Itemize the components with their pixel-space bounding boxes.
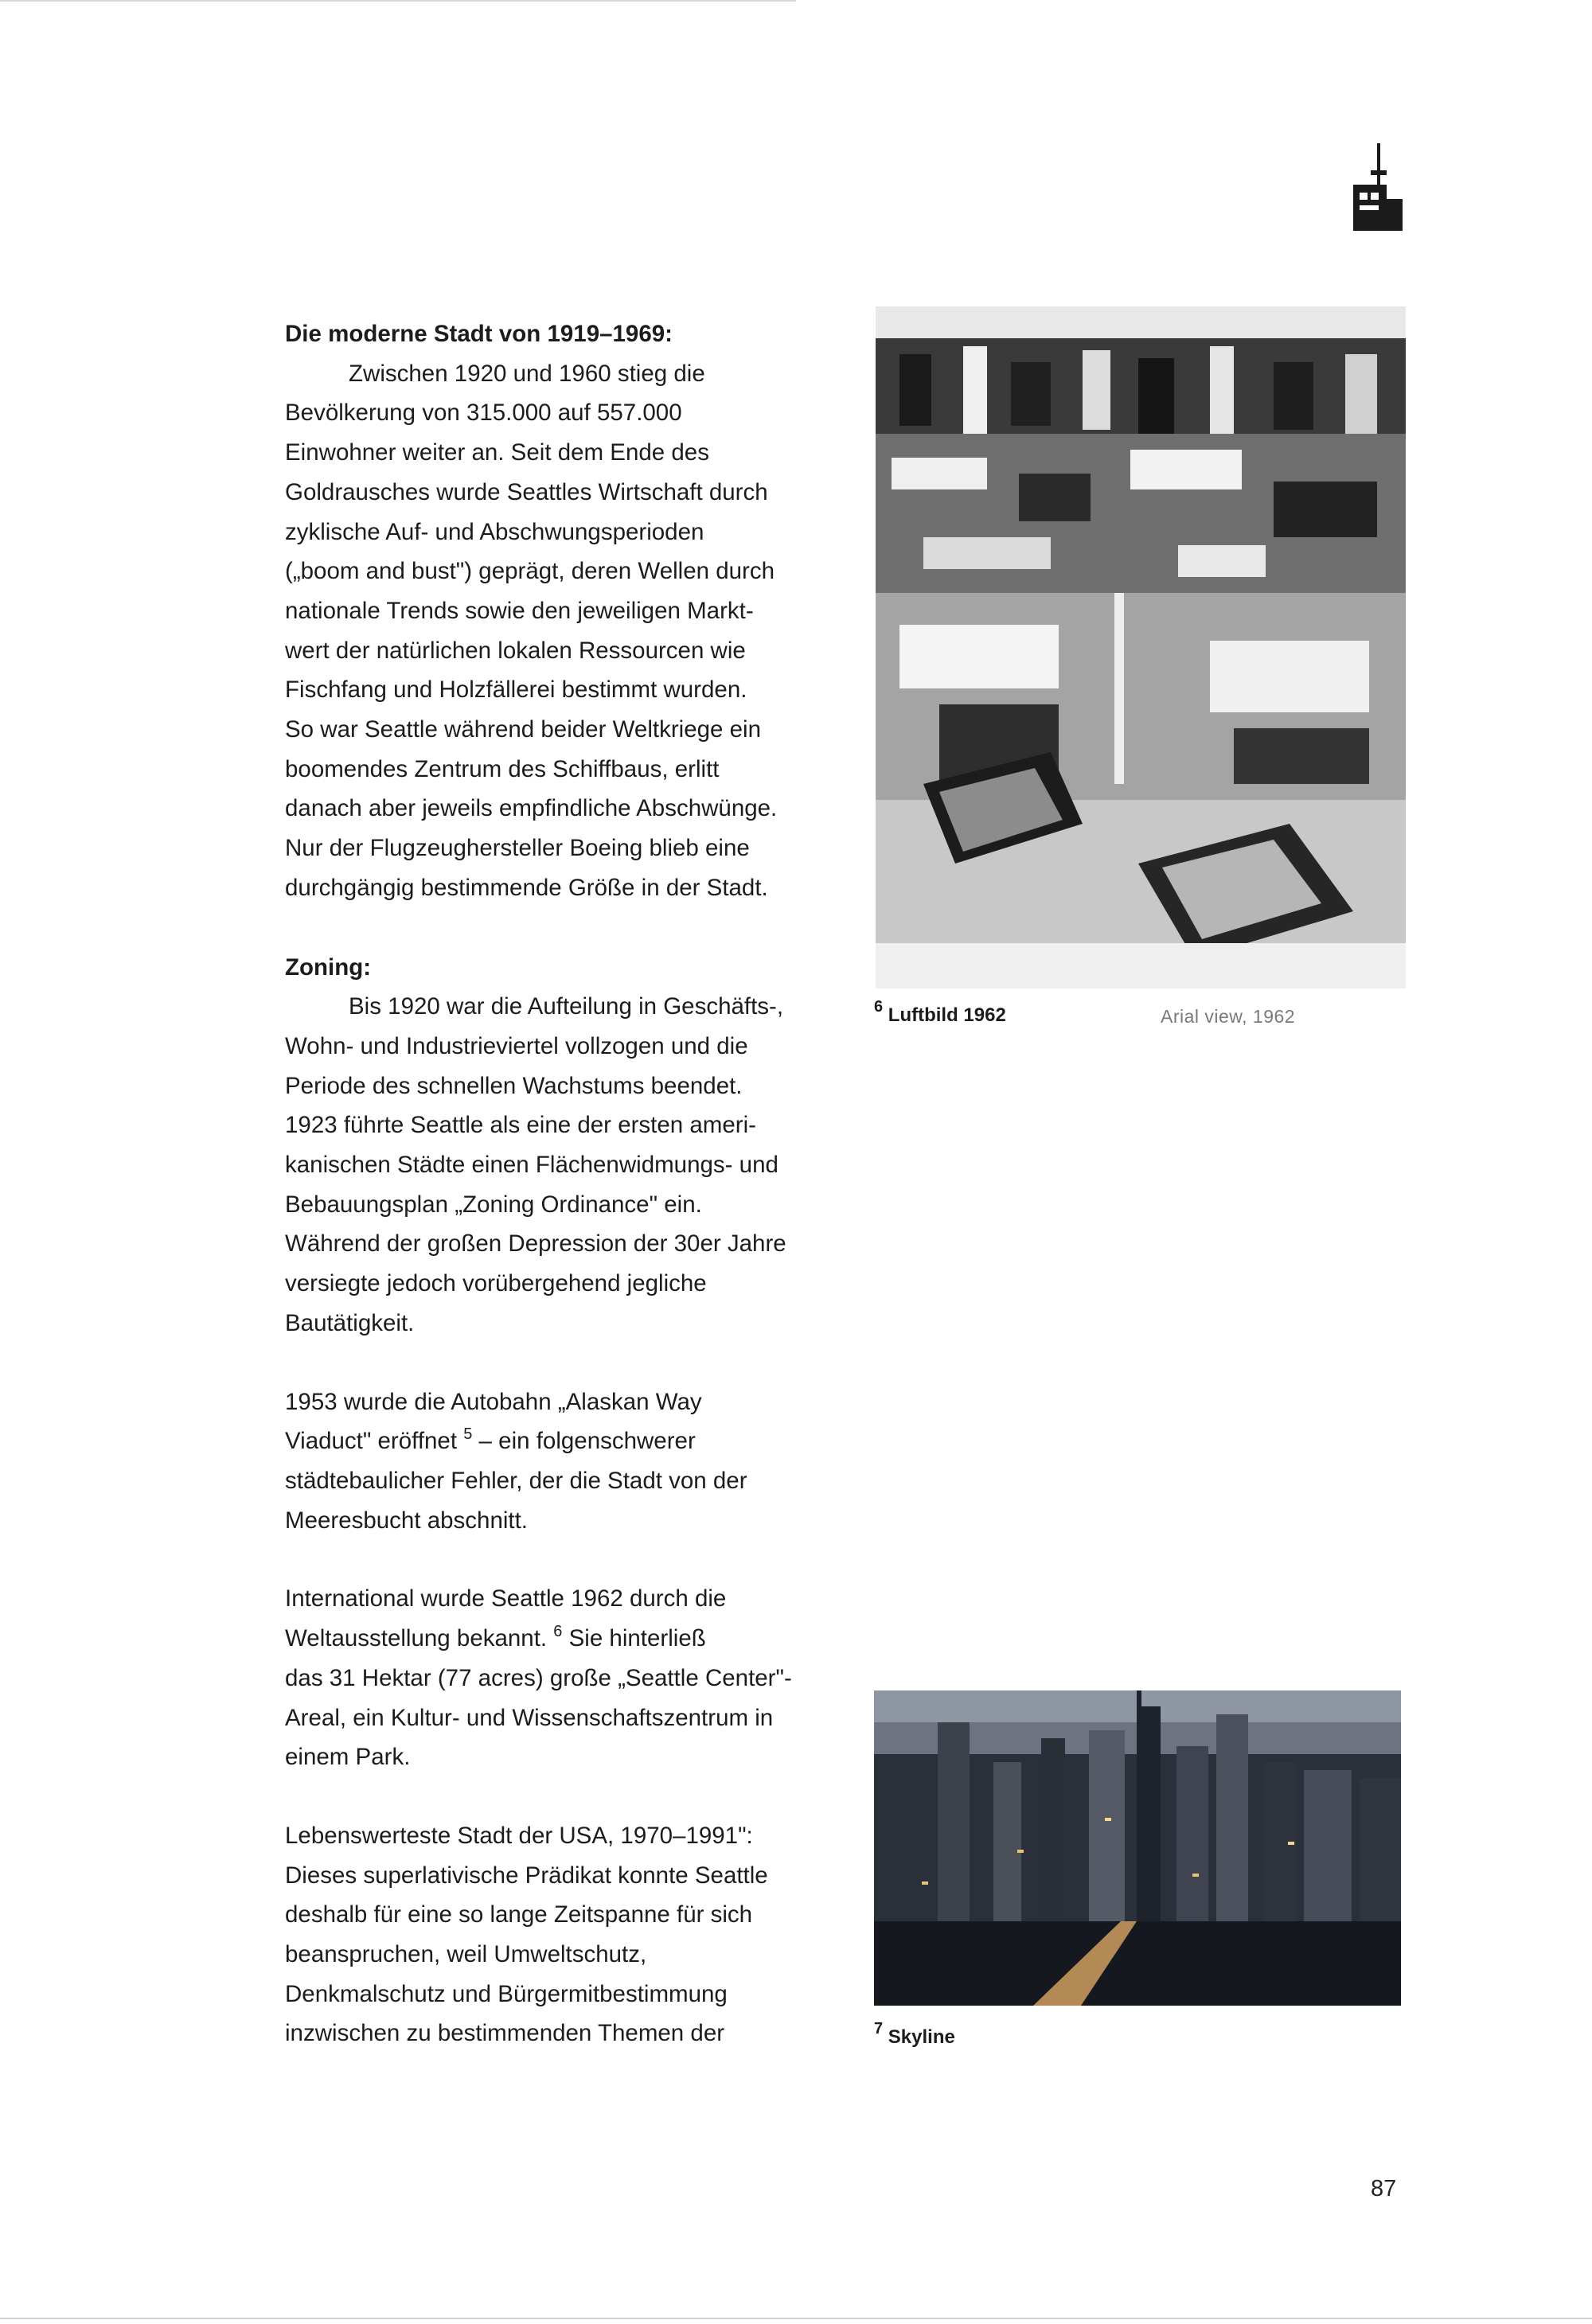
tower-logo-icon — [1353, 143, 1409, 231]
text-line: versiegte jedoch vorübergehend jegliche — [285, 1270, 707, 1297]
section-heading-modern-city: Die moderne Stadt von 1919–1969: — [285, 321, 673, 347]
text-line: Denkmalschutz und Bürgermitbestimmung — [285, 1980, 728, 2007]
text-line: das 31 Hektar (77 acres) große „Seattle Center"- — [285, 1664, 792, 1691]
text-line: Während der großen Depression der 30er Jahre — [285, 1230, 786, 1258]
figure-reference-5: 5 — [463, 1425, 473, 1444]
text-line: einem Park. — [285, 1744, 411, 1771]
text-span: Weltausstellung bekannt. — [285, 1625, 554, 1652]
text-span: Sie hinterließ — [562, 1625, 706, 1652]
paragraph-gap — [285, 1777, 826, 1816]
text-line: nationale Trends sowie den jeweiligen Markt- — [285, 597, 754, 624]
text-line: International wurde Seattle 1962 durch die — [285, 1585, 727, 1612]
top-rule — [0, 0, 796, 2]
text-line: Bautätigkeit. — [285, 1309, 415, 1336]
skyline-photo — [874, 1690, 1401, 2006]
text-line: kanischen Städte einen Flächenwidmungs- und — [285, 1152, 778, 1179]
section-heading-zoning: Zoning: — [285, 953, 372, 981]
text-span: – ein folgenschwerer — [472, 1428, 696, 1455]
text-line — [285, 1619, 826, 1659]
text-line: wert der natürlichen lokalen Ressourcen wie — [285, 637, 746, 664]
text-line: Wohn- und Industrieviertel vollzogen und die — [285, 1032, 748, 1059]
text-line: Nur der Flugzeughersteller Boeing blieb eine — [285, 835, 750, 862]
text-line: Einwohner weiter an. Seit dem Ende des — [285, 439, 709, 466]
text-line: Zwischen 1920 und 1960 stieg die — [349, 360, 705, 387]
text-line: Goldrausches wurde Seattles Wirtschaft durch — [285, 478, 768, 505]
text-line: Meeresbucht abschnitt. — [285, 1507, 528, 1534]
text-line: Bis 1920 war die Aufteilung in Geschäfts-, — [349, 993, 784, 1020]
main-text-column — [285, 314, 826, 2053]
page-number: 87 — [1371, 2176, 1397, 2201]
text-line: Periode des schnellen Wachstums beendet. — [285, 1072, 743, 1099]
bottom-rule — [0, 2318, 1592, 2319]
text-line: durchgängig bestimmende Größe in der Stadt. — [285, 874, 768, 901]
text-line: Bebauungsplan „Zoning Ordinance" ein. — [285, 1191, 702, 1218]
text-line: danach aber jeweils empfindliche Abschwünge. — [285, 795, 778, 822]
text-span: Viaduct" eröffnet — [285, 1428, 464, 1455]
paragraph-gap — [285, 908, 826, 948]
figure-6-caption — [874, 998, 1006, 1027]
text-line: Fischfang und Holzfällerei bestimmt wurden. — [285, 677, 747, 704]
text-line — [285, 1421, 826, 1461]
text-line: deshalb für eine so lange Zeitspanne für sich — [285, 1901, 753, 1928]
aerial-photo — [876, 306, 1406, 988]
figure-reference-6: 6 — [553, 1623, 563, 1641]
figure-number: 7 — [874, 2020, 884, 2037]
text-line: („boom and bust") geprägt, deren Wellen durch — [285, 558, 775, 585]
paragraph-gap — [285, 1343, 826, 1382]
text-line: 1923 führte Seattle als eine der ersten ameri- — [285, 1112, 756, 1139]
text-line: Dieses superlativische Prädikat konnte Seattle — [285, 1862, 768, 1889]
figure-number: 6 — [874, 998, 884, 1016]
text-line: inzwischen zu bestimmenden Themen der — [285, 2020, 725, 2047]
caption-text: Luftbild 1962 — [888, 1004, 1006, 1026]
text-line: städtebaulicher Fehler, der die Stadt von der — [285, 1467, 747, 1494]
paragraph-gap — [285, 1540, 826, 1579]
text-line: boomendes Zentrum des Schiffbaus, erlitt — [285, 755, 720, 782]
text-line: zyklische Auf- und Abschwungsperioden — [285, 518, 704, 545]
text-line: So war Seattle während beider Weltkriege ein — [285, 716, 761, 743]
text-line: Bevölkerung von 315.000 auf 557.000 — [285, 400, 682, 427]
text-line: Areal, ein Kultur- und Wissenschaftszentrum in — [285, 1704, 774, 1731]
text-line: Lebenswerteste Stadt der USA, 1970–1991": — [285, 1822, 753, 1849]
text-line: beanspruchen, weil Umweltschutz, — [285, 1941, 647, 1968]
caption-text: Skyline — [888, 2026, 955, 2048]
text-line: 1953 wurde die Autobahn „Alaskan Way — [285, 1388, 702, 1415]
figure-7-caption — [874, 2020, 955, 2049]
figure-6-caption-english: Arial view, 1962 — [1161, 1006, 1296, 1027]
